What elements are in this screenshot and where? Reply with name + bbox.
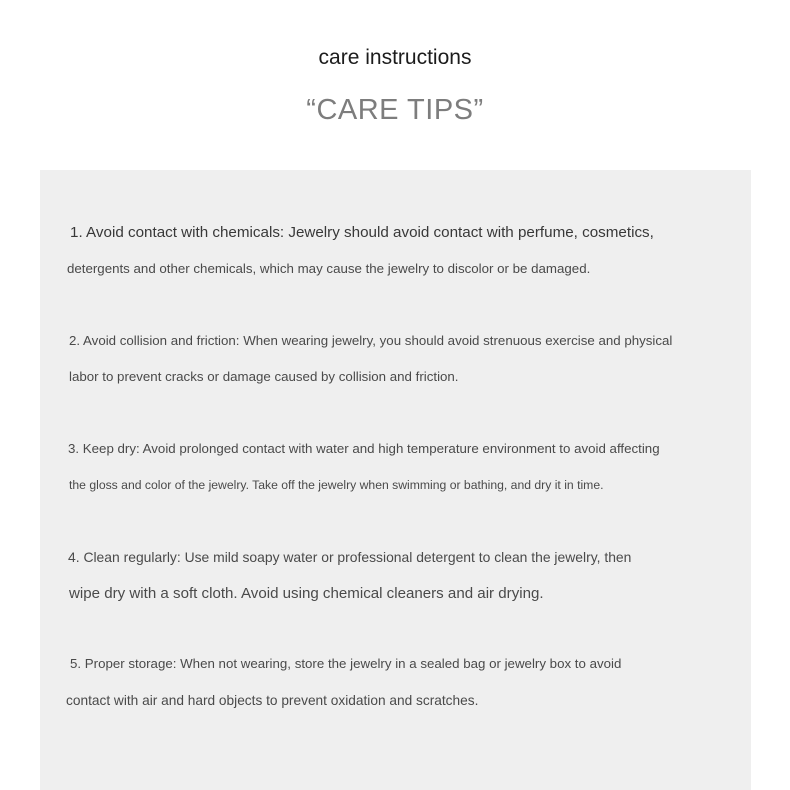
tip-3-line-1: 3. Keep dry: Avoid prolonged contact with water and high temperature environment to avoid affecting — [68, 441, 660, 456]
tip-2-line-2: labor to prevent cracks or damage caused by collision and friction. — [69, 369, 459, 384]
tip-5-line-2: contact with air and hard objects to prevent oxidation and scratches. — [66, 693, 479, 708]
tip-5-line-1: 5. Proper storage: When not wearing, store the jewelry in a sealed bag or jewelry box to avoid — [70, 656, 622, 671]
tip-4-line-2: wipe dry with a soft cloth. Avoid using chemical cleaners and air drying. — [69, 585, 544, 602]
tip-3-line-2: the gloss and color of the jewelry. Take off the jewelry when swimming or bathing, and dry it in time. — [69, 478, 604, 492]
tip-2-line-1: 2. Avoid collision and friction: When wearing jewelry, you should avoid strenuous exercise and physical — [69, 333, 673, 348]
page-title: care instructions — [318, 46, 472, 69]
tip-1-line-1: 1. Avoid contact with chemicals: Jewelry should avoid contact with perfume, cosmetics, — [70, 224, 654, 241]
page-subtitle: “CARE TIPS” — [306, 94, 484, 126]
tip-1-line-2: detergents and other chemicals, which may cause the jewelry to discolor or be damaged. — [67, 261, 591, 276]
tip-4-line-1: 4. Clean regularly: Use mild soapy water or professional detergent to clean the jewelry, then — [68, 549, 632, 565]
